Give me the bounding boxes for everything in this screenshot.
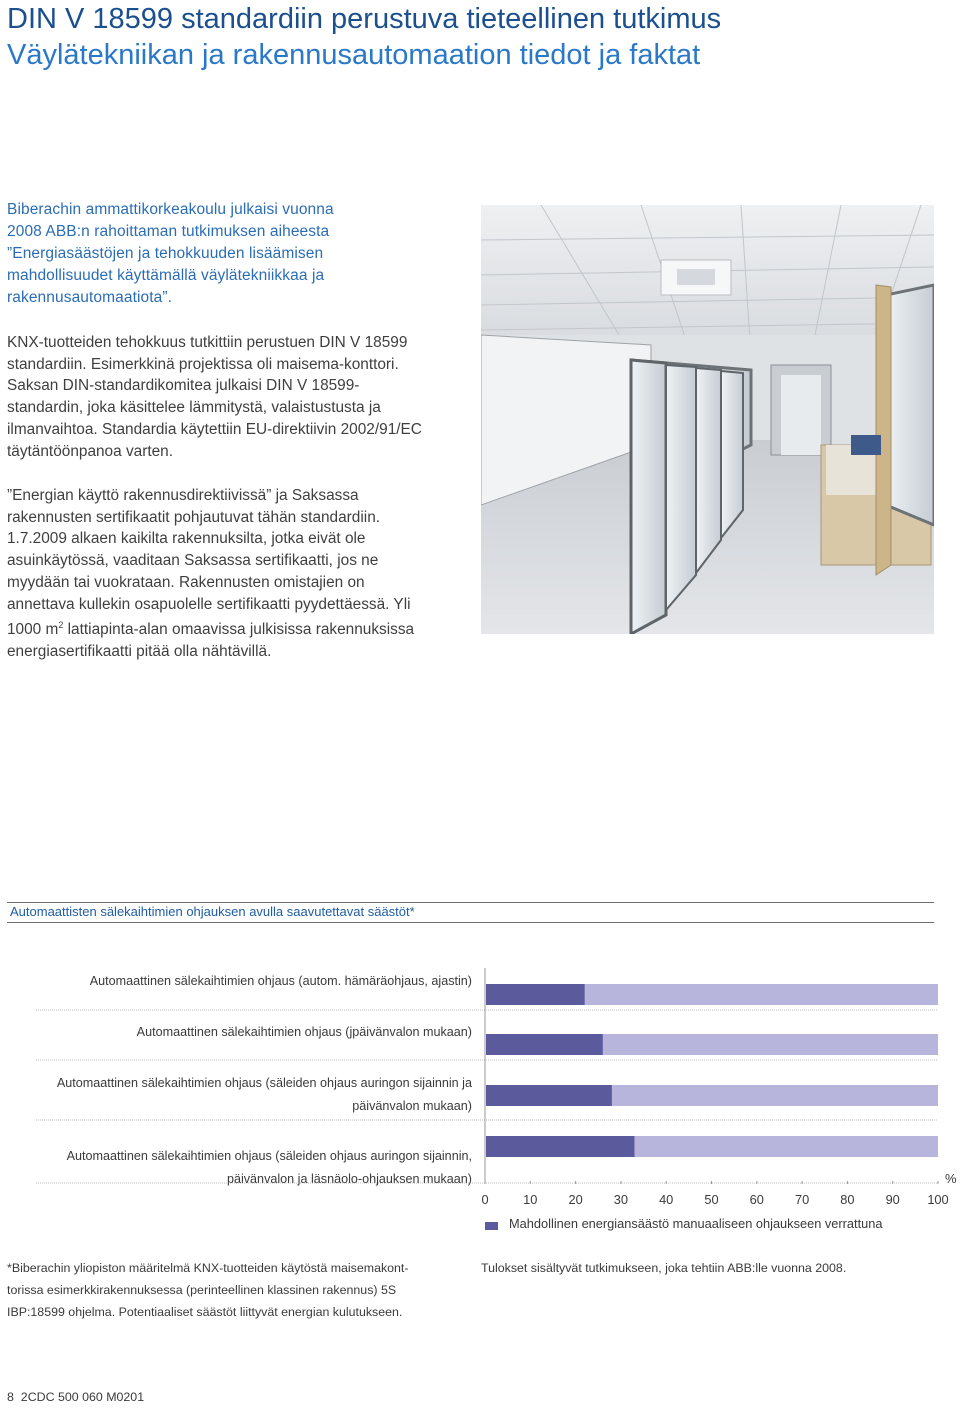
footnote-line: torissa esimerkkirakennuksessa (perinteellinen klassinen rakennus) 5S <box>7 1283 397 1297</box>
x-tick-label: 90 <box>885 1192 900 1207</box>
x-tick-label: 70 <box>794 1192 810 1207</box>
x-tick-label: 30 <box>613 1192 629 1207</box>
body-line: energiasertifikaatti pitää olla nähtävillä. <box>7 643 272 661</box>
body-line: Saksan DIN-standardikomitea julkaisi DIN V 18599- <box>7 377 360 395</box>
bar-saving <box>486 984 585 1005</box>
category-line: Automaattinen sälekaihtimien ohjaus (jpäivänvalon mukaan) <box>136 1025 472 1039</box>
x-tick-label: 20 <box>568 1192 583 1207</box>
bar-saving <box>486 1136 634 1157</box>
category-line: päivänvalon ja läsnäolo-ohjauksen mukaan) <box>226 1172 472 1186</box>
category-line: Automaattinen sälekaihtimien ohjaus (säleiden ohjaus auringon sijainnin, <box>66 1149 472 1163</box>
x-tick-label: 40 <box>659 1192 674 1207</box>
area-superscript: 2 <box>58 620 64 631</box>
body-line: standardin, joka käsittelee lämmitystä, valaistustusta ja <box>7 399 381 417</box>
category-line: Automaattinen sälekaihtimien ohjaus (autom. hämäräohjaus, ajastin) <box>89 974 472 988</box>
x-tick-label: 0 <box>481 1192 489 1207</box>
footnote-left <box>7 1257 409 1323</box>
body-line: ”Energian käyttö rakennusdirektiivissä” ja Saksassa <box>7 487 359 504</box>
category-line: päivänvalon mukaan) <box>352 1099 472 1113</box>
body-line: rakennusten sertifikaatit pohjautuvat tähän standardiin. <box>7 508 381 526</box>
page-title: DIN V 18599 standardiin perustuva tieteellinen tutkimus <box>7 3 722 35</box>
legend-label: Mahdollinen energiansäästö manuaaliseen ohjaukseen verrattuna <box>509 1216 883 1231</box>
legend-swatch <box>485 1222 498 1230</box>
bar-saving <box>486 1085 612 1106</box>
page-footer <box>7 1390 144 1404</box>
body-line: asuinkäytössä, vaaditaan Saksassa sertifikaatti, jos ne <box>7 552 379 570</box>
chart-title: Automaattisten sälekaihtimien ohjauksen avulla saavutettavat säästöt* <box>10 904 415 919</box>
lead-line: 2008 ABB:n rahoittaman tutkimuksen aiheesta <box>7 223 330 240</box>
body-line: myydään tai vuokrataan. Rakennusten omistajien on <box>7 573 365 591</box>
category-line: Automaattinen sälekaihtimien ohjaus (säleiden ohjaus auringon sijainnin ja <box>56 1076 472 1090</box>
x-tick-label: 100 <box>927 1192 949 1207</box>
x-tick-label: 80 <box>840 1192 855 1207</box>
footnote-line: *Biberachin yliopiston määritelmä KNX-tuotteiden käytöstä maisemakont- <box>7 1261 409 1275</box>
body-line: annettava kullekin osapuolelle sertifikaatti pyydettäessä. Yli <box>7 595 411 613</box>
body-line: standardiin. Esimerkkinä projektissa oli maisema-konttori. <box>7 355 399 373</box>
bar-saving <box>486 1034 603 1055</box>
x-tick-label: 10 <box>523 1192 538 1207</box>
body-line: ilmanvaihtoa. Standardia käytettiin EU-direktiivin 2002/91/EC <box>7 420 422 438</box>
axis-unit-label: % <box>945 1171 957 1186</box>
lead-line: Biberachin ammattikorkeakoulu julkaisi vuonna <box>7 201 334 218</box>
lead-line: mahdollisuudet käyttämällä väylätekniikkaa ja <box>7 267 325 284</box>
area-prefix: 1000 m <box>7 621 59 639</box>
area-suffix: lattiapinta-alan omaavissa julkisissa rakennuksissa <box>63 621 415 639</box>
body-line: KNX-tuotteiden tehokkuus tutkittiin perustuen DIN V 18599 <box>7 334 408 351</box>
x-tick-label: 50 <box>704 1192 719 1207</box>
page-number: 8 <box>7 1390 14 1404</box>
lead-line: rakennusautomaatiota”. <box>7 289 173 306</box>
document-code: 2CDC 500 060 M0201 <box>20 1390 145 1404</box>
footnote-line: IBP:18599 ohjelma. Potentiaaliset säästöt liittyvät energian kulutukseen. <box>7 1305 403 1319</box>
lead-line: ”Energiasäästöjen ja tehokkuuden lisäämisen <box>7 245 324 262</box>
x-tick-label: 60 <box>749 1192 764 1207</box>
body-line: täytäntöönpanoa varten. <box>7 442 174 460</box>
page-subtitle: Väylätekniikan ja rakennusautomaation tiedot ja faktat <box>7 39 701 71</box>
footnote-right <box>481 1257 846 1279</box>
footnote-line: Tulokset sisältyvät tutkimukseen, joka tehtiin ABB:lle vuonna 2008. <box>481 1261 847 1275</box>
body-line: 1.7.2009 alkaen kaikilta rakennuksilta, jotka eivät ole <box>7 530 366 548</box>
